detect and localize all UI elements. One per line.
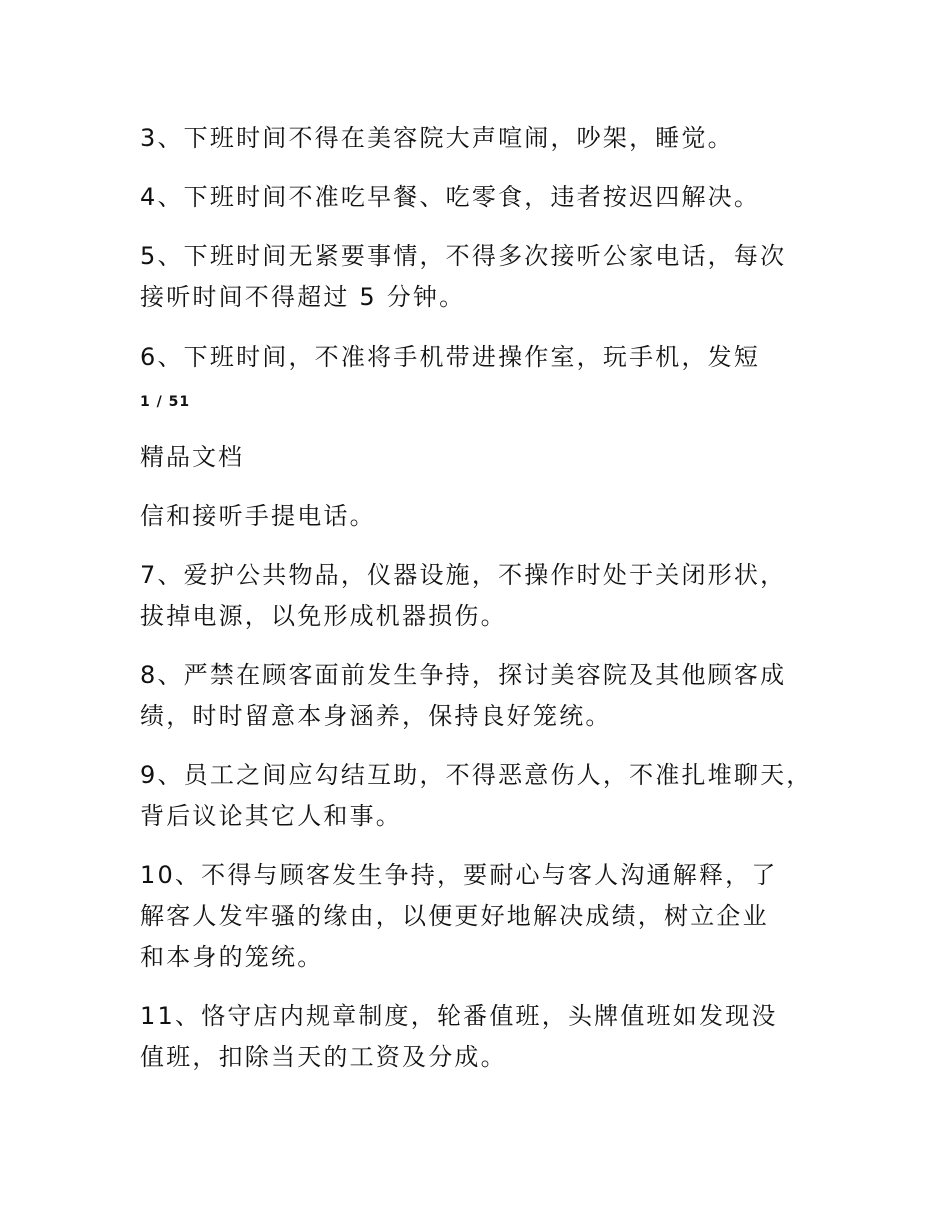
text-line: 和本身的笼统。 — [140, 943, 324, 971]
text-line: 4、下班时间不准吃早餐、吃零食，违者按迟四解决。 — [140, 183, 761, 211]
document-header: 精品文档 — [140, 443, 244, 471]
text-line: 8、严禁在顾客面前发生争持，探讨美容院及其他顾客成 — [140, 661, 787, 689]
text-line: 信和接听手提电话。 — [140, 502, 376, 530]
text-line: 值班，扣除当天的工资及分成。 — [140, 1043, 507, 1071]
text-line: 3、下班时间不得在美容院大声喧闹，吵架，睡觉。 — [140, 124, 734, 152]
text-line: 5、下班时间无紧要事情，不得多次接听公家电话，每次 — [140, 242, 787, 270]
text-line: 10、不得与顾客发生争持，要耐心与客人沟通解释，了 — [140, 861, 778, 889]
text-line: 背后议论其它人和事。 — [140, 802, 402, 830]
text-line: 9、员工之间应勾结互助，不得恶意伤人，不准扎堆聊天， — [140, 761, 813, 789]
text-line: 解客人发牢骚的缘由，以便更好地解决成绩，树立企业 — [140, 902, 769, 930]
text-line: 11、恪守店内规章制度，轮番值班，头牌值班如发现没 — [140, 1002, 778, 1030]
text-line: 拔掉电源，以免形成机器损伤。 — [140, 602, 507, 630]
text-line: 绩，时时留意本身涵养，保持良好笼统。 — [140, 702, 612, 730]
text-line: 接听时间不得超过 5 分钟。 — [140, 283, 466, 311]
text-line: 6、下班时间，不准将手机带进操作室，玩手机，发短 — [140, 343, 761, 371]
text-line: 7、爱护公共物品，仪器设施，不操作时处于关闭形状， — [140, 561, 787, 589]
page-number: 1 / 51 — [140, 394, 191, 410]
